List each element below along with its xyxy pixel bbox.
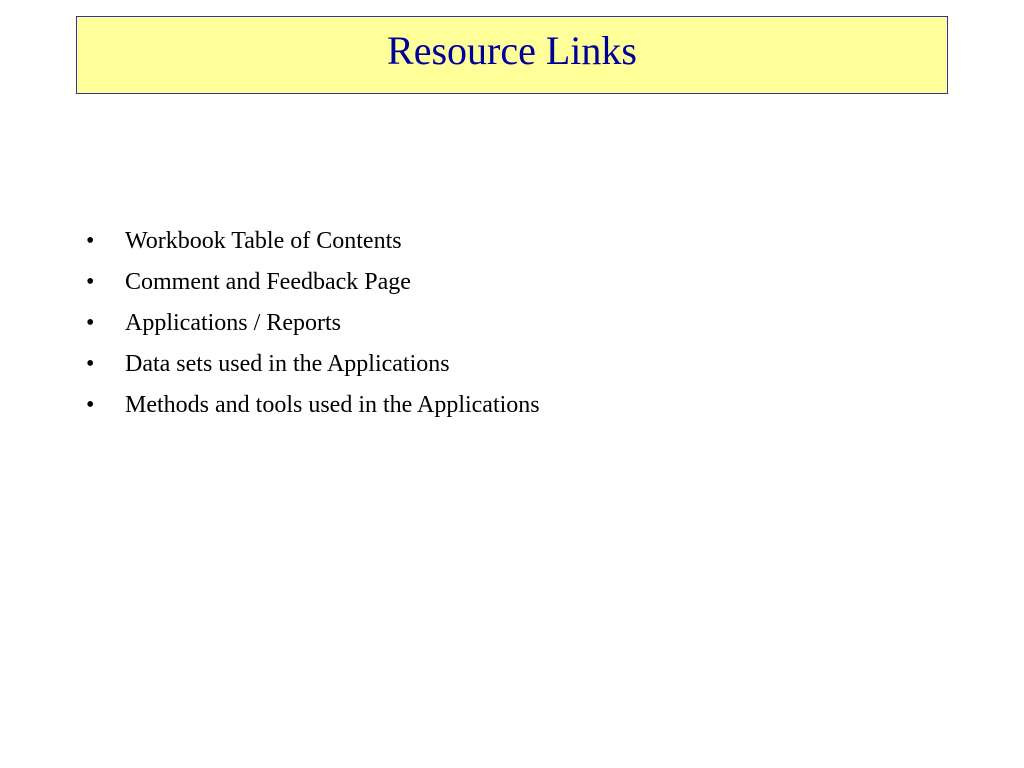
list-item-label[interactable]: Data sets used in the Applications bbox=[125, 351, 450, 377]
title-banner bbox=[76, 16, 948, 94]
bullet-icon: • bbox=[86, 310, 95, 336]
list-item-label[interactable]: Workbook Table of Contents bbox=[125, 228, 402, 254]
list-item-applications-reports[interactable] bbox=[86, 310, 540, 351]
bullet-icon: • bbox=[86, 351, 95, 377]
list-item-comment-feedback[interactable] bbox=[86, 269, 540, 310]
list-item-label[interactable]: Methods and tools used in the Applications bbox=[125, 392, 540, 418]
bullet-icon: • bbox=[86, 269, 95, 295]
bullet-icon: • bbox=[86, 228, 95, 254]
list-item-label[interactable]: Applications / Reports bbox=[125, 310, 341, 336]
list-item-data-sets[interactable] bbox=[86, 351, 540, 392]
bullet-icon: • bbox=[86, 392, 95, 418]
list-item-label[interactable]: Comment and Feedback Page bbox=[125, 269, 411, 295]
list-item-workbook-toc[interactable] bbox=[86, 228, 540, 269]
page-title: Resource Links bbox=[387, 28, 637, 73]
resource-link-list bbox=[86, 228, 540, 433]
list-item-methods-tools[interactable] bbox=[86, 392, 540, 433]
